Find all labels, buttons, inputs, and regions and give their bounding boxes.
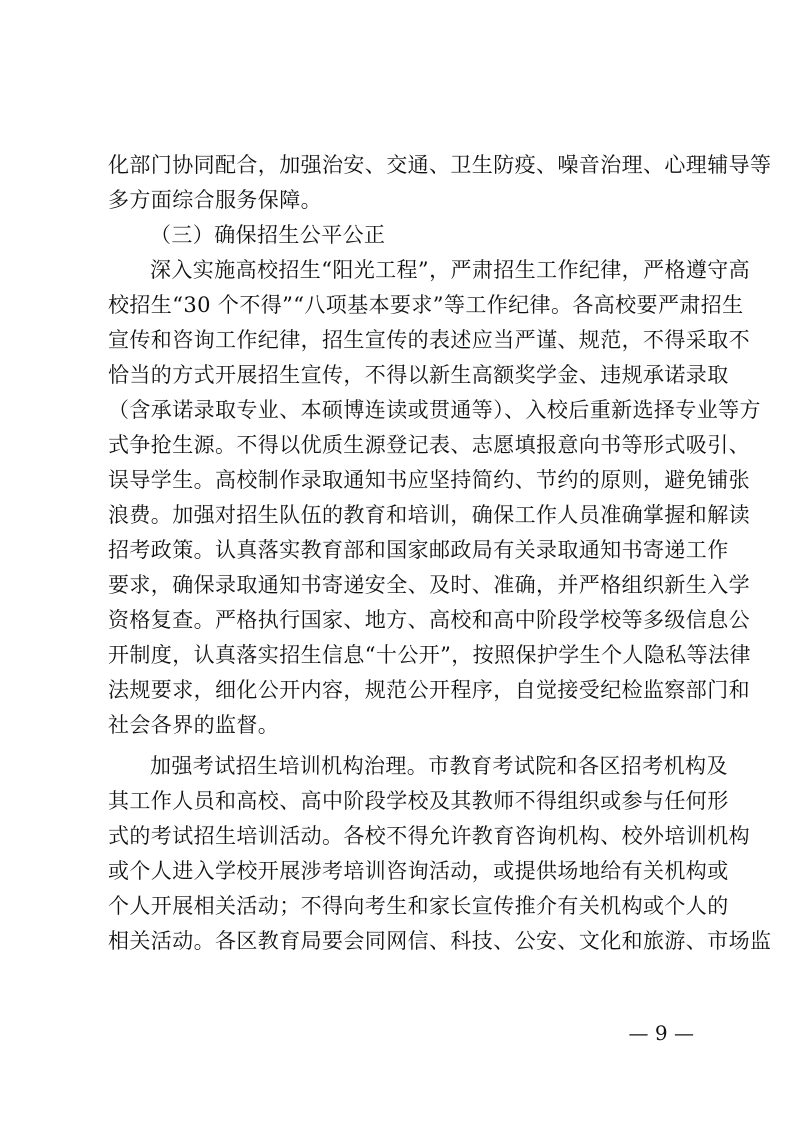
document-body	[108, 148, 772, 959]
text-line: （含承诺录取专业、本硕博连读或贯通等）、入校后重新选择专业等方	[108, 398, 761, 422]
text-line: 多方面综合服务保障。	[108, 188, 322, 212]
text-line: 或个人进入学校开展涉考培训咨询活动，或提供场地给有关机构或	[108, 859, 729, 883]
text-line: 相关活动。各区教育局要会同网信、科技、公安、文化和旅游、市场监	[108, 929, 772, 953]
text-line: 式争抢生源。不得以优质生源登记表、志愿填报意向书等形式吸引、	[108, 433, 750, 457]
text-line: 化部门协同配合，加强治安、交通、卫生防疫、噪音治理、心理辅导等	[108, 153, 772, 177]
text-line: 其工作人员和高校、高中阶段学校及其教师不得组织或参与任何形	[108, 789, 729, 813]
text-line: 浪费。加强对招生队伍的教育和培训，确保工作人员准确掌握和解读	[108, 503, 750, 527]
text-line: 个人开展相关活动；不得向考生和家长宣传推介有关机构或个人的	[108, 894, 729, 918]
text-line: 宣传和咨询工作纪律，招生宣传的表述应当严谨、规范，不得采取不	[108, 328, 750, 352]
text-line: 式的考试招生培训活动。各校不得允许教育咨询机构、校外培训机构	[108, 824, 750, 848]
text-line: 恰当的方式开展招生宣传，不得以新生高额奖学金、违规承诺录取	[108, 363, 729, 387]
text-line: 社会各界的监督。	[108, 713, 280, 737]
text-line: 误导学生。高校制作录取通知书应坚持简约、节约的原则，避免铺张	[108, 468, 750, 492]
text-line: 招考政策。认真落实教育部和国家邮政局有关录取通知书寄递工作	[108, 538, 729, 562]
text-line: 法规要求，细化公开内容，规范公开程序，自觉接受纪检监察部门和	[108, 678, 750, 702]
paragraph-start-line: 深入实施高校招生“阳光工程”，严肃招生工作纪律，严格遵守高	[150, 258, 751, 282]
text-line: 要求，确保录取通知书寄递安全、及时、准确，并严格组织新生入学	[108, 573, 750, 597]
section-heading: （三）确保招生公平公正	[150, 223, 386, 247]
page-number: — 9 —	[628, 1021, 694, 1045]
text-line: 资格复查。严格执行国家、地方、高校和高中阶段学校等多级信息公	[108, 608, 750, 632]
text-line: 开制度，认真落实招生信息“十公开”，按照保护学生个人隐私等法律	[108, 643, 751, 667]
text-line: 校招生“30 个不得”“八项基本要求”等工作纪律。各高校要严肃招生	[108, 293, 744, 317]
paragraph-start-line: 加强考试招生培训机构治理。市教育考试院和各区招考机构及	[150, 754, 728, 778]
